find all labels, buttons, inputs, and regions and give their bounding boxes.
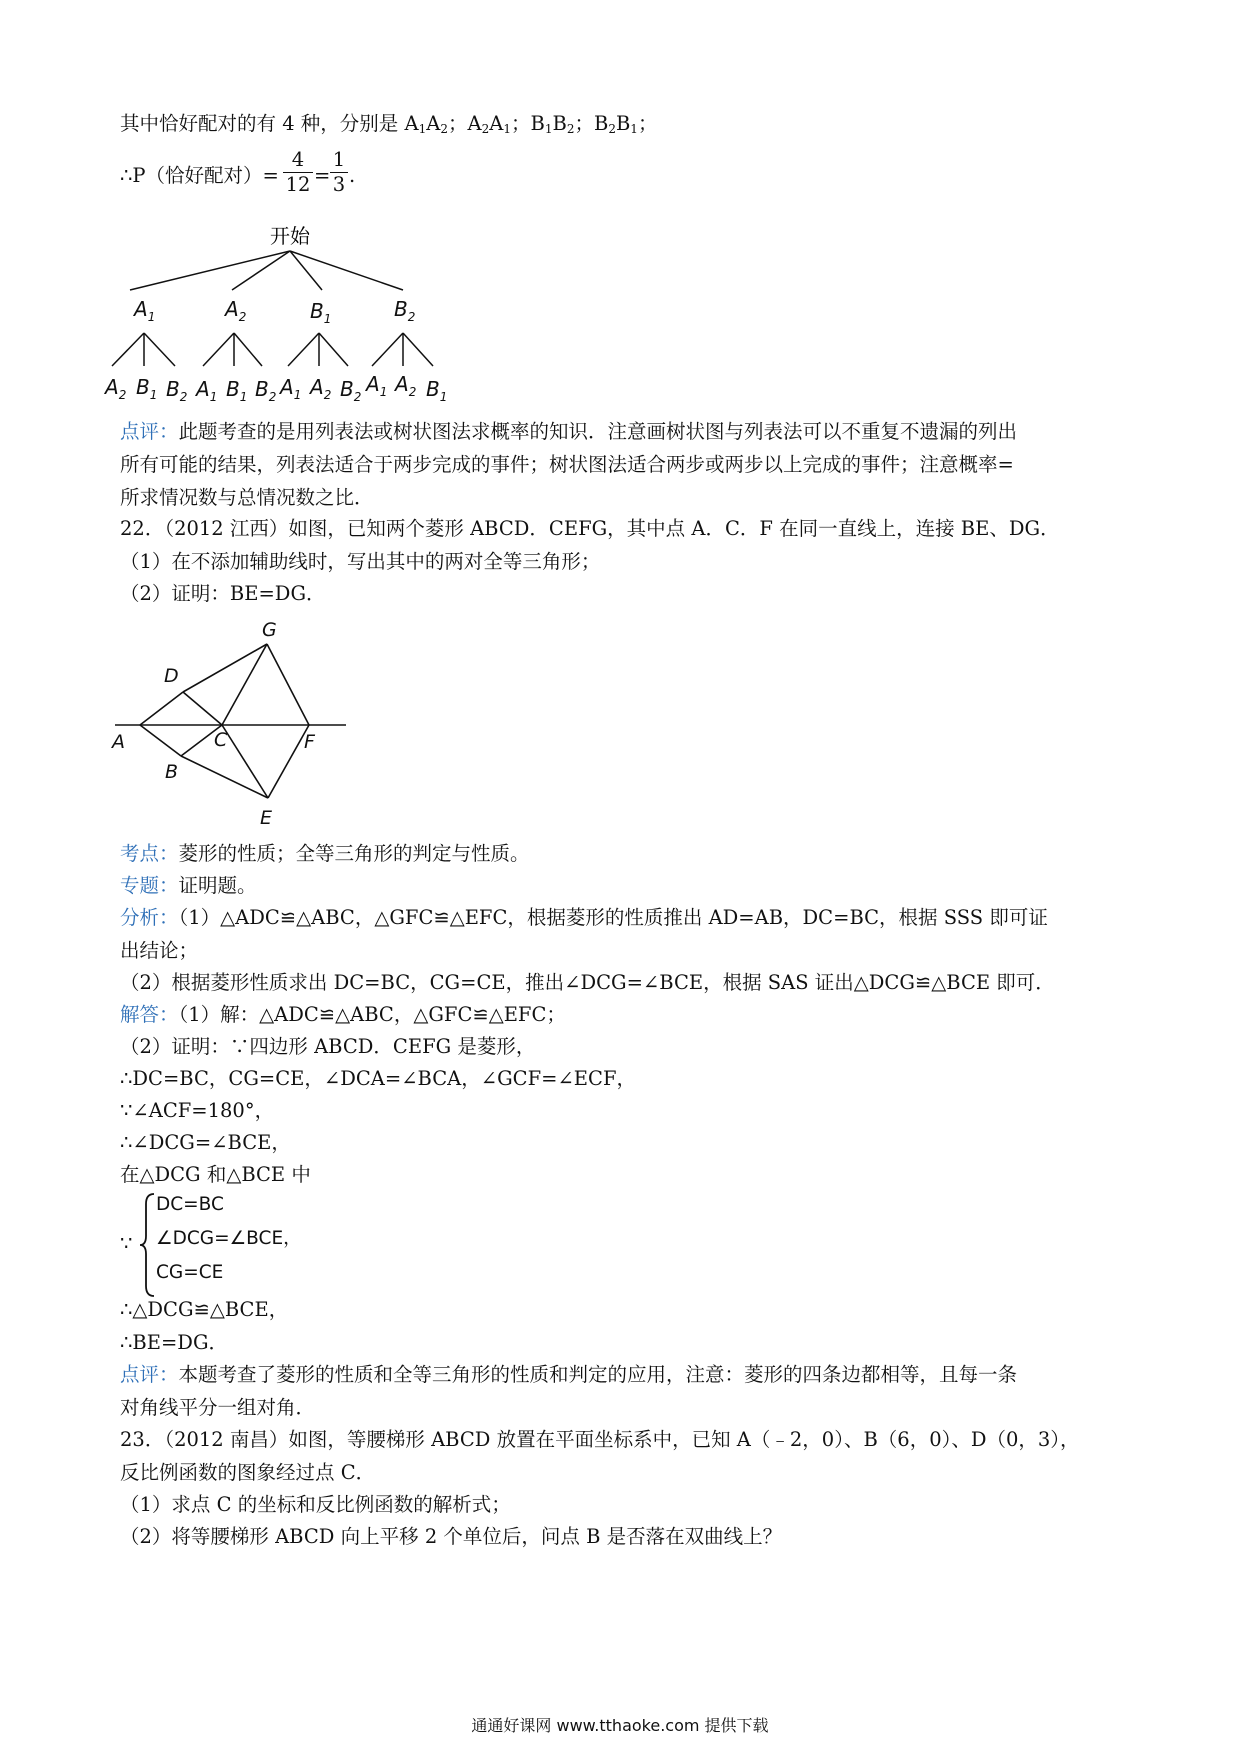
fenxi-label: 分析： — [120, 906, 179, 929]
point-d: D — [164, 665, 179, 687]
system-brace — [138, 1192, 156, 1298]
comment21-line2: 所有可能的结果，列表法适合于两步完成的事件；树状图法适合两步或两步以上完成的事件；注意概率= — [120, 453, 1014, 476]
jieda-text: （1）解：△ADC≌△ABC，△GFC≌△EFC； — [178, 1003, 566, 1026]
tree-leaf: $B_1$ — [136, 375, 158, 402]
comment22-line1 — [120, 1361, 1017, 1389]
tree-leaf: $B_2$ — [255, 377, 277, 404]
tree-leaf: $A_1$ — [280, 375, 302, 402]
comment-label: 点评： — [120, 1363, 179, 1386]
period: . — [349, 164, 356, 187]
pair-b1b2: $B_1B_2$ — [530, 112, 575, 136]
tree-leaf: $A_2$ — [395, 372, 417, 399]
q22-stem: 22．（2012 江西）如图，已知两个菱形 ABCD．CEFG，其中点 A．C．F 在同一直线上，连接 BE、DG． — [120, 517, 1060, 540]
proof-line: 在△DCG 和△BCE 中 — [120, 1163, 311, 1186]
because-symbol: ∵ — [120, 1232, 133, 1255]
q23-part2: （2）将等腰梯形 ABCD 向上平移 2 个单位后，问点 B 是否落在双曲线上？ — [120, 1525, 783, 1548]
tree-leaf: $A_2$ — [105, 375, 127, 402]
comment-text: 此题考查的是用列表法或树状图法求概率的知识．注意画树状图与列表法可以不重复不遗漏的列出 — [178, 420, 1018, 443]
pair-a2a1: $A_2A_1$ — [467, 112, 511, 136]
proof-line: ∴∠DCG=∠BCE， — [120, 1131, 291, 1154]
system-eq3: CG=CE — [156, 1262, 224, 1283]
fraction-denominator: 12 — [283, 172, 313, 197]
tree-diagram — [100, 218, 500, 408]
comment-text: 本题考查了菱形的性质和全等三角形的性质和判定的应用，注意：菱形的四条边都相等，且每一条 — [178, 1363, 1018, 1386]
fraction-denominator: 3 — [330, 172, 348, 197]
fraction-1-3 — [330, 148, 348, 197]
fenxi-text: （1）△ADC≌△ABC，△GFC≌△EFC，根据菱形的性质推出 AD=AB，DC=BC，根据 SSS 即可证 — [178, 906, 1048, 929]
tree-node-b2: $B_2$ — [394, 297, 416, 324]
page-footer: 通通好课网 www.tthaoke.com 提供下载 — [471, 1716, 769, 1735]
conclusion-line2: ∴BE=DG． — [120, 1331, 229, 1354]
fraction-numerator: 4 — [291, 148, 305, 171]
tree-node-b1: $B_1$ — [310, 299, 332, 326]
pairs-line: 其中恰好配对的有 4 种，分别是 $A_1A_2$；$A_2A_1$；$B_1B_2$；$B_2B_1$； — [120, 112, 658, 136]
tree-leaf: $B_1$ — [426, 377, 448, 404]
point-f: F — [304, 731, 315, 753]
tree-leaf: $B_2$ — [166, 377, 188, 404]
point-e: E — [260, 807, 273, 829]
point-g: G — [262, 619, 277, 641]
tree-leaf: $A_2$ — [310, 375, 332, 402]
system-eq2: ∠DCG=∠BCE， — [156, 1228, 302, 1249]
pairs-lead: 其中恰好配对的有 4 种，分别是 — [120, 112, 405, 135]
comment22-line2: 对角线平分一组对角． — [120, 1396, 316, 1419]
comment21-line3: 所求情况数与总情况数之比． — [120, 486, 374, 509]
kaodian-text: 菱形的性质；全等三角形的判定与性质。 — [178, 842, 530, 865]
point-a: A — [112, 731, 125, 753]
point-c: C — [214, 729, 228, 751]
fenxi-line2: 出结论； — [120, 939, 199, 962]
q22-part1: （1）在不添加辅助线时，写出其中的两对全等三角形； — [120, 550, 601, 573]
tree-leaf: $B_2$ — [340, 377, 362, 404]
kaodian-label: 考点： — [120, 842, 179, 865]
equals-sign: = — [314, 164, 331, 187]
conclusion-line1: ∴△DCG≌△BCE， — [120, 1298, 289, 1321]
comment-label: 点评： — [120, 420, 179, 443]
proof-line: ∴DC=BC，CG=CE，∠DCA=∠BCA，∠GCF=∠ECF， — [120, 1067, 636, 1090]
proof-line: ∵∠ACF=180°， — [120, 1099, 275, 1122]
system-eq1: DC=BC — [156, 1194, 224, 1215]
zhuanti-text: 证明题。 — [178, 874, 257, 897]
proof-line: （2）证明：∵四边形 ABCD．CEFG 是菱形， — [120, 1035, 536, 1058]
fenxi-line1 — [120, 904, 1048, 932]
point-b: B — [165, 761, 179, 783]
pair-a1a2: $A_1A_2$ — [404, 112, 448, 136]
pair-b2b1: $B_2B_1$ — [593, 112, 638, 136]
zhuanti-line — [120, 872, 257, 900]
fraction-numerator: 1 — [332, 148, 346, 171]
comment21-line1 — [120, 418, 1017, 446]
zhuanti-label: 专题： — [120, 874, 179, 897]
tree-root: 开始 — [270, 224, 310, 248]
tree-leaf: $B_1$ — [226, 377, 248, 404]
jieda-line1 — [120, 1001, 566, 1029]
kaodian-line — [120, 840, 530, 868]
tree-node-a1: $A_1$ — [134, 297, 156, 324]
tree-leaf: $A_1$ — [366, 372, 388, 399]
q22-part2: （2）证明：BE=DG． — [120, 582, 326, 605]
q23-stem-line1: 23．（2012 南昌）如图，等腰梯形 ABCD 放置在平面坐标系中，已知 A（﹣2，0）、B（6，0）、D（0，3）， — [120, 1428, 1080, 1451]
tree-node-a2: $A_2$ — [225, 297, 247, 324]
tree-leaf: $A_1$ — [196, 377, 218, 404]
fenxi-line3: （2）根据菱形性质求出 DC=BC，CG=CE，推出∠DCG=∠BCE，根据 SAS 证出△DCG≌△BCE 即可． — [120, 971, 1055, 994]
rhombus-figure — [110, 618, 360, 830]
q23-part1: （1）求点 C 的坐标和反比例函数的解析式； — [120, 1493, 511, 1516]
jieda-label: 解答： — [120, 1003, 179, 1026]
fraction-4-12 — [283, 148, 313, 197]
probability-lead: ∴P（恰好配对）= — [120, 164, 279, 187]
q23-stem-line2: 反比例函数的图象经过点 C． — [120, 1461, 376, 1484]
